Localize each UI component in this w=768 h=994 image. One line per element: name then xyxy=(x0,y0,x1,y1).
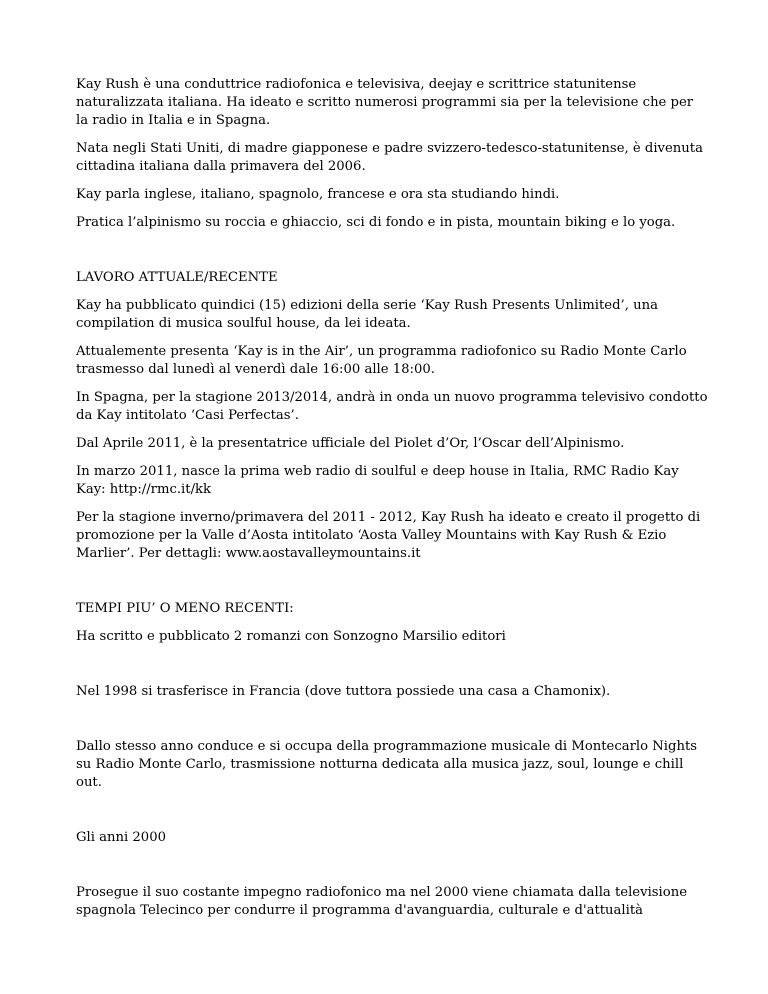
past-paragraph-5: Prosegue il suo costante impegno radiofonico ma nel 2000 viene chiamata dalla televisione spagnola Telecinco per condurre il programma d'avanguardia, culturale e d'attualità xyxy=(76,885,688,918)
current-paragraph-6: Per la stagione inverno/primavera del 2011 - 2012, Kay Rush ha ideato e creato il progetto di promozione per la Valle d’Aosta intitolato ‘Aosta Valley Mountains with Kay Rush & Ezio Marlier’. Per dettagli: www.aostavalleymountains.it xyxy=(76,510,701,561)
past-paragraph-2: Nel 1998 si trasferisce in Francia (dove tuttora possiede una casa a Chamonix). xyxy=(76,684,611,699)
intro-paragraph-3: Kay parla inglese, italiano, spagnolo, francese e ora sta studiando hindi. xyxy=(76,187,560,202)
past-paragraph-4: Gli anni 2000 xyxy=(76,830,166,845)
intro-paragraph-2: Nata negli Stati Uniti, di madre giapponese e padre svizzero-tedesco-statunitense, è divenuta cittadina italiana dalla primavera del 2006. xyxy=(76,141,703,174)
past-paragraph-3: Dallo stesso anno conduce e si occupa della programmazione musicale di Montecarlo Nights su Radio Monte Carlo, trasmissione notturna dedicata alla musica jazz, soul, lounge e chill out. xyxy=(76,739,698,790)
current-paragraph-5: In marzo 2011, nasce la prima web radio di soulful e deep house in Italia, RMC Radio Kay Kay: http://rmc.it/kk xyxy=(76,464,679,497)
section-heading-past: TEMPI PIU’ O MENO RECENTI: xyxy=(76,601,294,616)
section-heading-current: LAVORO ATTUALE/RECENTE xyxy=(76,270,278,285)
current-paragraph-3: In Spagna, per la stagione 2013/2014, andrà in onda un nuovo programma televisivo condotto da Kay intitolato ‘Casi Perfectas’. xyxy=(76,390,708,423)
current-paragraph-2: Attualemente presenta ‘Kay is in the Air’, un programma radiofonico su Radio Monte Carlo trasmesso dal lunedì al venerdì dale 16:00 alle 18:00. xyxy=(76,344,687,377)
current-paragraph-4: Dal Aprile 2011, è la presentatrice ufficiale del Piolet d’Or, l’Oscar dell’Alpinismo. xyxy=(76,436,625,451)
past-paragraph-1: Ha scritto e pubblicato 2 romanzi con Sonzogno Marsilio editori xyxy=(76,629,506,644)
intro-paragraph-1: Kay Rush è una conduttrice radiofonica e televisiva, deejay e scrittrice statunitense naturalizzata italiana. Ha ideato e scritto numerosi programmi sia per la televisione che per la radio in Italia e in Spagna. xyxy=(76,77,694,128)
intro-paragraph-4: Pratica l’alpinismo su roccia e ghiaccio, sci di fondo e in pista, mountain biking e lo yoga. xyxy=(76,215,676,230)
current-paragraph-1: Kay ha pubblicato quindici (15) edizioni della serie ‘Kay Rush Presents Unlimited’, una compilation di musica soulful house, da lei ideata. xyxy=(76,298,658,331)
document-page xyxy=(76,76,708,920)
